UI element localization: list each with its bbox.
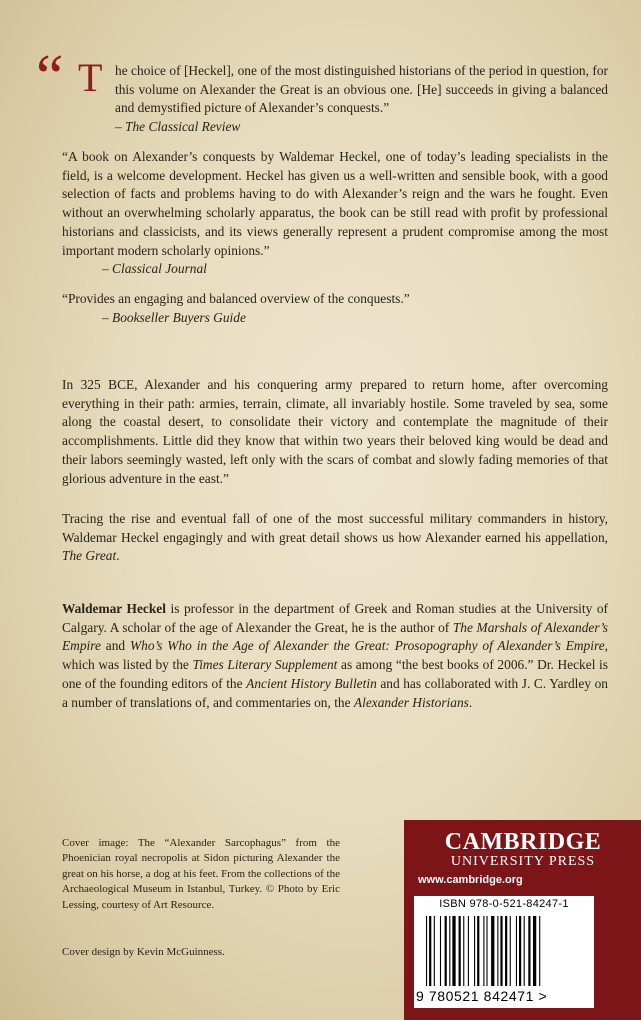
- barcode-bar: [533, 916, 536, 986]
- ahb-title: Ancient History Bulletin: [246, 675, 377, 691]
- barcode-bar: [463, 916, 464, 986]
- review-source: – Bookseller Buyers Guide: [102, 309, 246, 325]
- blurb-title: The Great: [62, 548, 117, 564]
- barcode-bar: [459, 916, 461, 986]
- barcode-box: [414, 896, 594, 1008]
- bio-text-4: as among “the best books of 2006.” Dr. Heckel is one of the founding editors of the: [62, 657, 608, 691]
- barcode-bar: [449, 916, 450, 986]
- publisher-subtitle: UNIVERSITY PRESS: [450, 854, 596, 869]
- cover-image-caption: Cover image: The “Alexander Sarcophagus” from the Phoenician royal necropolis at Sidon picturing Alexander the great on his horse, a dog at his feet. From the collections of the Archaeological Museum in Istanbul, Turkey. © Photo by Eric Lessing, courtesy of Art Resource.: [62, 837, 340, 911]
- barcode-bar: [539, 916, 540, 986]
- ah-title: Alexander Historians: [353, 694, 469, 710]
- blurb-paragraph-2: [62, 510, 608, 566]
- blurb-text: Tracing the rise and eventual fall of one of the most successful military commanders in history, Waldemar Heckel engagingly and with great detail shows us how Alexander earned his appellation,: [62, 511, 608, 545]
- isbn-label: ISBN 978-0-521-84247-1: [439, 898, 569, 910]
- barcode-bar: [524, 916, 525, 986]
- barcode-bar: [434, 916, 435, 986]
- barcode-bar: [510, 916, 511, 986]
- review-classical-review: [115, 62, 608, 137]
- review-text: “Provides an engaging and balanced overview of the conquests.”: [62, 291, 410, 306]
- barcode-bar: [500, 916, 502, 986]
- barcode-bar: [528, 916, 530, 986]
- barcode-bar: [486, 916, 487, 986]
- bio-text-3: , which was listed by the: [62, 638, 608, 673]
- barcode-digits: 9 780521 842471 >: [416, 988, 548, 1004]
- barcode-bar: [426, 916, 427, 986]
- barcode-bar: [477, 916, 479, 986]
- barcode-bar: [452, 916, 455, 986]
- blurb-paragraph-1: [62, 376, 608, 488]
- barcode-bar: [468, 916, 469, 986]
- review-source: – The Classical Review: [115, 119, 241, 135]
- bio-text-6: .: [468, 694, 473, 710]
- barcode-bar: [429, 916, 431, 986]
- barcode-bar: [519, 916, 521, 986]
- review-text: he choice of [Heckel], one of the most distinguished historians of the period in question, for this volume on Alexander the Great is an obvious one. [He] succeeds in giving a balanced and demystified picture of Alexander’s conquests.”: [115, 63, 608, 116]
- review-classical-journal: [62, 148, 608, 279]
- barcode-bar: [497, 916, 498, 986]
- barcode-bar: [483, 916, 484, 986]
- opening-quote-mark: “: [36, 43, 64, 111]
- publisher-panel: [404, 820, 641, 1020]
- author-bio: [62, 600, 608, 712]
- barcode-bar: [505, 916, 507, 986]
- barcode-bar: [440, 916, 441, 986]
- barcode-bar: [474, 916, 475, 986]
- publisher-name: CAMBRIDGE: [444, 829, 602, 855]
- book-title-2: Who’s Who in the Age of Alexander the Great: Prosopography of Alexander’s Empire: [129, 638, 605, 654]
- review-text: “A book on Alexander’s conquests by Waldemar Heckel, one of today’s leading specialists in the field, is a welcome development. Heckel has given us a well-written and sensible book, with a good selection of facts and problems having to do with Alexander’s reign and the wars he fought. Even without an overwhelming scholarly apparatus, the book can be still read with profit by professional historians and classicists, and its views generally represent a prudent compromise among the most important modern scholarly opinions.”: [62, 149, 608, 258]
- cover-design-credit: Cover design by Kevin McGuinness.: [62, 946, 225, 958]
- author-name: Waldemar Heckel: [62, 601, 166, 616]
- book-title-1: The Marshals of Alexander’s Empire: [62, 619, 608, 654]
- dropcap-letter: T: [78, 55, 103, 100]
- bio-text-1: is professor in the department of Greek and Roman studies at the University of Calgary. A scholar of the age of Alexander the Great, he is the author of: [62, 601, 608, 635]
- barcode-bar: [491, 916, 494, 986]
- bio-text-2: and: [100, 638, 130, 654]
- barcode-bar: [516, 916, 517, 986]
- publisher-url: www.cambridge.org: [418, 874, 523, 886]
- blurb-text: In 325 BCE, Alexander and his conquering army prepared to return home, after overcoming everything in their path: armies, terrain, climate, all invariably hostile. Some traveled by sea, some along the coastal desert, to consolidate their victory and contemplate the magnitude of their accomplishments. Little did they know that within two years their beloved king would be dead and their labors seemingly wasted, left only with the scars of combat and slowly fading memories of that glorious adventure in the east.”: [62, 377, 608, 486]
- review-source: – Classical Journal: [102, 261, 207, 277]
- blurb-end: .: [116, 548, 120, 564]
- review-bookseller: [62, 290, 608, 327]
- bio-text-5: and has collaborated with J. C. Yardley on a number of translations of, and commentaries on, the: [62, 675, 609, 710]
- barcode-bar: [445, 916, 447, 986]
- tls-title: Times Literary Supplement: [192, 657, 338, 673]
- barcode-graphic: [424, 916, 584, 986]
